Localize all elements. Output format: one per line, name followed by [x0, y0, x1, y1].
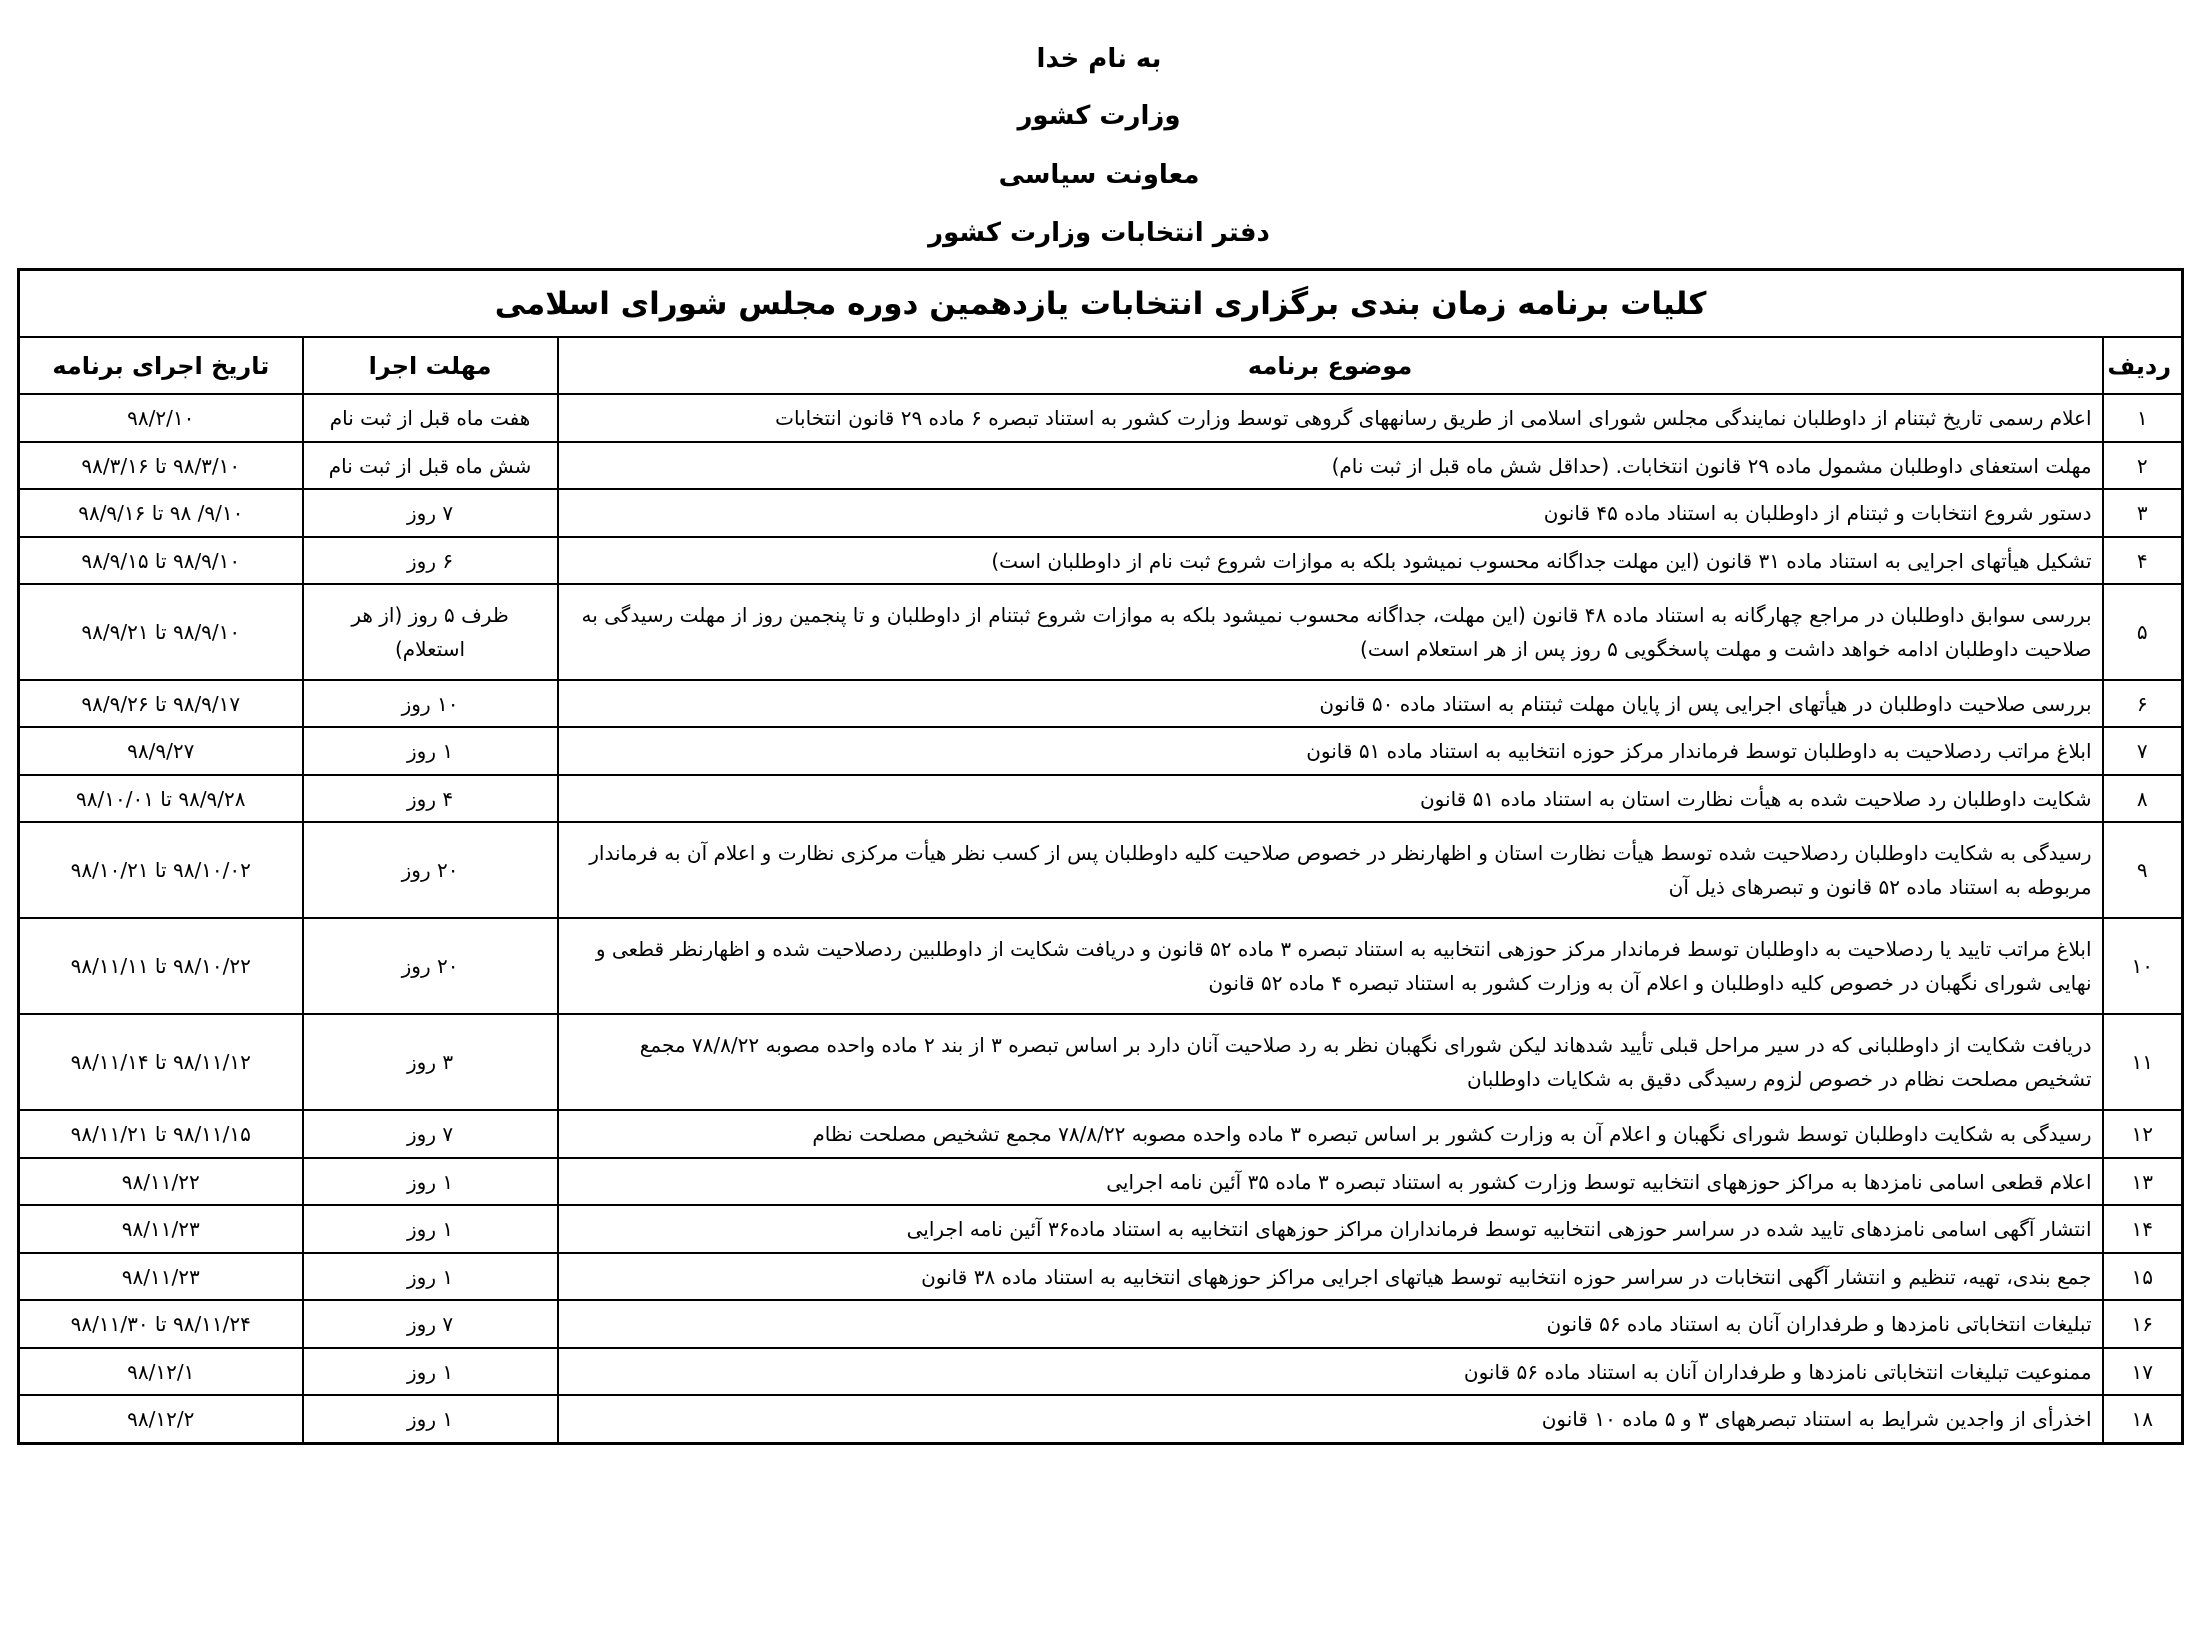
row-number-cell: ۸	[2103, 775, 2183, 822]
row-number-cell: ۱۱	[2103, 1014, 2183, 1110]
subject-cell: رسیدگی به شکایت داوطلبان توسط شورای نگهبان و اعلام آن به وزارت کشور بر اساس تبصره ۳ ماده واحده مصوبه ۷۸/۸/۲۲ مجمع تشخیص مصلحت نظام	[558, 1110, 2103, 1158]
table-header-row	[19, 337, 2183, 394]
row-number-cell: ۷	[2103, 727, 2183, 775]
table-row	[19, 1253, 2183, 1300]
deadline-cell: ۴ روز	[303, 775, 558, 822]
header-line-bismillah: به نام خدا	[1036, 44, 1162, 74]
table-row	[19, 1348, 2183, 1395]
date-cell: ۹۸/۱۰/۲۲ تا ۹۸/۱۱/۱۱	[19, 918, 303, 1014]
table-row	[19, 918, 2183, 1014]
table-title: کلیات برنامه زمان بندی برگزاری انتخابات یازدهمین دوره مجلس شورای اسلامی	[19, 270, 2183, 338]
row-number-cell: ۱۷	[2103, 1348, 2183, 1395]
date-cell: ۹۸/۳/۱۰ تا ۹۸/۳/۱۶	[19, 442, 303, 489]
date-cell: ۹۸/۱۱/۲۴ تا ۹۸/۱۱/۳۰	[19, 1300, 303, 1348]
subject-cell: ممنوعیت تبلیغات انتخاباتی نامزدها و طرفداران آنان به استناد ماده ۵۶ قانون	[558, 1348, 2103, 1395]
deadline-cell: ۷ روز	[303, 1110, 558, 1158]
subject-cell: مهلت استعفای داوطلبان مشمول ماده ۲۹ قانون انتخابات. (حداقل شش ماه قبل از ثبت نام)	[558, 442, 2103, 489]
table-row	[19, 584, 2183, 680]
deadline-cell: ۱۰ روز	[303, 680, 558, 727]
date-cell: ۹۸/۹/۱۷ تا ۹۸/۹/۲۶	[19, 680, 303, 727]
row-number-cell: ۱۰	[2103, 918, 2183, 1014]
deadline-cell: ۱ روز	[303, 1205, 558, 1253]
row-number-cell: ۱۴	[2103, 1205, 2183, 1253]
row-number-cell: ۴	[2103, 537, 2183, 584]
deadline-cell: ۱ روز	[303, 1253, 558, 1300]
subject-cell: اعلام رسمی تاریخ ثبتنام از داوطلبان نمایندگی مجلس شورای اسلامی از طریق رسانههای گروهی توسط وزارت کشور به استناد تبصره ۶ ماده ۲۹ قانون انتخابات	[558, 394, 2103, 442]
header-line-office: دفتر انتخابات وزارت کشور	[928, 218, 1270, 248]
schedule-table	[17, 268, 2184, 1445]
subject-cell: دستور شروع انتخابات و ثبتنام از داوطلبان به استناد ماده ۴۵ قانون	[558, 489, 2103, 537]
deadline-cell: ۳ روز	[303, 1014, 558, 1110]
table-row	[19, 442, 2183, 489]
date-cell: ۹۸/۱۱/۱۵ تا ۹۸/۱۱/۲۱	[19, 1110, 303, 1158]
row-number-cell: ۱۳	[2103, 1158, 2183, 1205]
header-deadline: مهلت اجرا	[303, 337, 558, 394]
subject-cell: تشکیل هیأتهای اجرایی به استناد ماده ۳۱ قانون (این مهلت جداگانه محسوب نمیشود بلکه به موازات شروع ثبت نام از داوطلبان است)	[558, 537, 2103, 584]
table-row	[19, 822, 2183, 918]
header-line-ministry: وزارت کشور	[1017, 101, 1181, 131]
row-number-cell: ۱	[2103, 394, 2183, 442]
row-number-cell: ۱۲	[2103, 1110, 2183, 1158]
deadline-cell: ۷ روز	[303, 489, 558, 537]
subject-cell: جمع بندی، تهیه، تنظیم و انتشار آگهی انتخابات در سراسر حوزه انتخابیه توسط هیاتهای اجرایی مراکز حوزههای انتخابیه به استناد ماده ۳۸ قانون	[558, 1253, 2103, 1300]
date-cell: ۹۸/۲/۱۰	[19, 394, 303, 442]
table-body	[19, 394, 2183, 1443]
deadline-cell: ۲۰ روز	[303, 822, 558, 918]
date-cell: ۹۸/۱۱/۱۲ تا ۹۸/۱۱/۱۴	[19, 1014, 303, 1110]
deadline-cell: ۷ روز	[303, 1300, 558, 1348]
date-cell: ۹۸/۱۰/۰۲ تا ۹۸/۱۰/۲۱	[19, 822, 303, 918]
date-cell: ۹۸/۱۲/۲	[19, 1395, 303, 1443]
deadline-cell: ۶ روز	[303, 537, 558, 584]
row-number-cell: ۶	[2103, 680, 2183, 727]
deadline-cell: ۲۰ روز	[303, 918, 558, 1014]
subject-cell: اعلام قطعی اسامی نامزدها به مراکز حوزههای انتخابیه توسط وزارت کشور به استناد تبصره ۳ ماده ۳۵ آئین نامه اجرایی	[558, 1158, 2103, 1205]
table-row	[19, 727, 2183, 775]
table-row	[19, 1158, 2183, 1205]
header-line-deputy: معاونت سیاسی	[998, 160, 1200, 190]
table-row	[19, 680, 2183, 727]
date-cell: ۹۸/۹/۱۰ تا ۹۸/۹/۱۵	[19, 537, 303, 584]
header-subject: موضوع برنامه	[558, 337, 2103, 394]
subject-cell: ابلاغ مراتب ردصلاحیت به داوطلبان توسط فرماندار مرکز حوزه انتخابیه به استناد ماده ۵۱ قانون	[558, 727, 2103, 775]
row-number-cell: ۱۶	[2103, 1300, 2183, 1348]
table-row	[19, 775, 2183, 822]
table-row	[19, 537, 2183, 584]
table-row	[19, 1205, 2183, 1253]
deadline-cell: هفت ماه قبل از ثبت نام	[303, 394, 558, 442]
date-cell: ۹۸/۱۱/۲۳	[19, 1205, 303, 1253]
table-row	[19, 489, 2183, 537]
table-row	[19, 1395, 2183, 1443]
deadline-cell: ۱ روز	[303, 1158, 558, 1205]
date-cell: ۹/۱۰/ ۹۸ تا ۹۸/۹/۱۶	[19, 489, 303, 537]
subject-cell: رسیدگی به شکایت داوطلبان ردصلاحیت شده توسط هیأت نظارت استان و اظهارنظر در خصوص صلاحیت کلیه داوطلبان پس از کسب نظر هیأت مرکزی نظارت و اعلام آن به فرماندار مربوطه به استناد ماده ۵۲ قانون و تبصرهای ذیل آن	[558, 822, 2103, 918]
subject-cell: بررسی سوابق داوطلبان در مراجع چهارگانه به استناد ماده ۴۸ قانون (این مهلت، جداگانه محسوب نمیشود بلکه به موازات شروع ثبتنام از داوطلبان و تا پنجمین روز از مهلت رسیدگی به صلاحیت داوطلبان ادامه خواهد داشت و مهلت پاسخگویی ۵ روز پس از هر استعلام است)	[558, 584, 2103, 680]
header-date: تاریخ اجرای برنامه	[19, 337, 303, 394]
date-cell: ۹۸/۹/۱۰ تا ۹۸/۹/۲۱	[19, 584, 303, 680]
deadline-cell: ظرف ۵ روز (از هر استعلام)	[303, 584, 558, 680]
subject-cell: دریافت شکایت از داوطلبانی که در سیر مراحل قبلی تأیید شدهاند لیکن شورای نگهبان نظر به رد صلاحیت آنان دارد بر اساس تبصره ۳ از بند ۲ ماده واحده مصوبه ۷۸/۸/۲۲ مجمع تشخیص مصلحت نظام در خصوص لزوم رسیدگی دقیق به شکایات داوطلبان	[558, 1014, 2103, 1110]
subject-cell: بررسی صلاحیت داوطلبان در هیأتهای اجرایی پس از پایان مهلت ثبتنام به استناد ماده ۵۰ قانون	[558, 680, 2103, 727]
date-cell: ۹۸/۱۲/۱	[19, 1348, 303, 1395]
deadline-cell: شش ماه قبل از ثبت نام	[303, 442, 558, 489]
row-number-cell: ۳	[2103, 489, 2183, 537]
table-row	[19, 1300, 2183, 1348]
header-row-number: ردیف	[2103, 337, 2183, 394]
deadline-cell: ۱ روز	[303, 1395, 558, 1443]
subject-cell: اخذرأی از واجدین شرایط به استناد تبصرههای ۳ و ۵ ماده ۱۰ قانون	[558, 1395, 2103, 1443]
date-cell: ۹۸/۱۱/۲۳	[19, 1253, 303, 1300]
table-row	[19, 394, 2183, 442]
row-number-cell: ۱۸	[2103, 1395, 2183, 1443]
deadline-cell: ۱ روز	[303, 727, 558, 775]
deadline-cell: ۱ روز	[303, 1348, 558, 1395]
row-number-cell: ۹	[2103, 822, 2183, 918]
subject-cell: ابلاغ مراتب تایید یا ردصلاحیت به داوطلبان توسط فرماندار مرکز حوزهی انتخابیه به استناد تبصره ۳ ماده ۵۲ قانون و دریافت شکایت از داوطلبین ردصلاحیت شده و اظهارنظر قطعی و نهایی شورای نگهبان در خصوص کلیه داوطلبان و اعلام آن به وزارت کشور به استناد تبصره ۴ ماده ۵۲ قانون	[558, 918, 2103, 1014]
table-row	[19, 1110, 2183, 1158]
row-number-cell: ۵	[2103, 584, 2183, 680]
subject-cell: تبلیغات انتخاباتی نامزدها و طرفداران آنان به استناد ماده ۵۶ قانون	[558, 1300, 2103, 1348]
subject-cell: انتشار آگهی اسامی نامزدهای تایید شده در سراسر حوزهی انتخابیه توسط فرمانداران مراکز حوزههای انتخابیه به استناد ماده۳۶ آئین نامه اجرایی	[558, 1205, 2103, 1253]
row-number-cell: ۱۵	[2103, 1253, 2183, 1300]
subject-cell: شکایت داوطلبان رد صلاحیت شده به هیأت نظارت استان به استناد ماده ۵۱ قانون	[558, 775, 2103, 822]
row-number-cell: ۲	[2103, 442, 2183, 489]
date-cell: ۹۸/۱۱/۲۲	[19, 1158, 303, 1205]
date-cell: ۹۸/۹/۲۸ تا ۹۸/۱۰/۰۱	[19, 775, 303, 822]
table-row	[19, 1014, 2183, 1110]
date-cell: ۹۸/۹/۲۷	[19, 727, 303, 775]
